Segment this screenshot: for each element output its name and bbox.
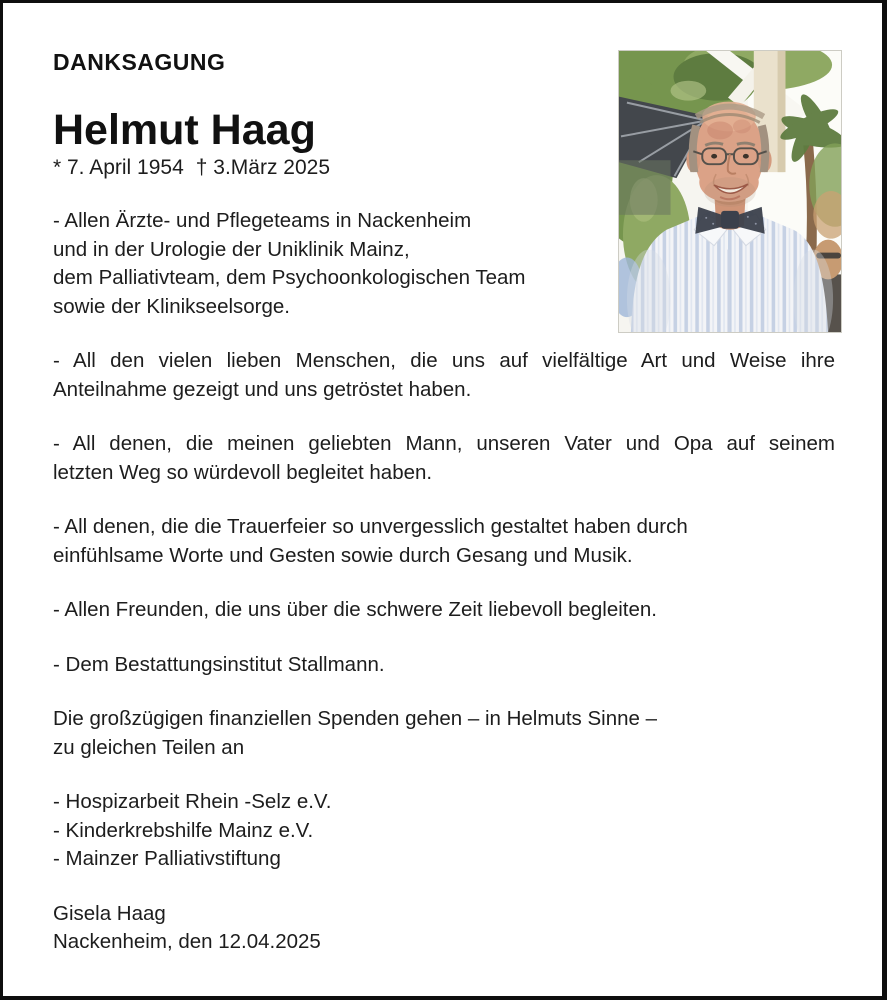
- text-line: - Allen Ärzte- und Pflegeteams in Nackenheim: [53, 209, 472, 232]
- donation-recipient: - Mainzer Palliativstiftung: [53, 847, 281, 870]
- notice-footer: [53, 900, 835, 956]
- text-line: Die großzügigen finanziellen Spenden gehen – in Helmuts Sinne –: [53, 707, 658, 730]
- donation-recipient: - Kinderkrebshilfe Mainz e.V.: [53, 818, 314, 842]
- text-line: und in der Urologie der Uniklinik Mainz,: [53, 237, 410, 261]
- thanks-paragraph-funeral-service: [53, 513, 835, 570]
- notice-text-column: [3, 3, 882, 956]
- donation-recipient: - Hospizarbeit Rhein -Selz e.V.: [53, 790, 332, 813]
- thanks-paragraph-medical: [53, 207, 835, 321]
- deceased-name: Helmut Haag: [53, 106, 316, 154]
- text-line: dem Palliativteam, dem Psychoonkologischen Team: [53, 266, 526, 289]
- notice-type-heading: DANKSAGUNG: [53, 49, 226, 75]
- place-and-date: Nackenheim, den 12.04.2025: [53, 929, 321, 953]
- text-line: einfühlsame Worte und Gesten sowie durch Gesang und Musik.: [53, 543, 633, 567]
- birth-date: * 7. April 1954: [53, 156, 184, 179]
- thanks-paragraph-undertaker: [53, 651, 835, 680]
- donations-intro: [53, 705, 835, 762]
- thanks-paragraph-condolences: [53, 347, 835, 404]
- thanks-paragraph-last-journey: [53, 430, 835, 487]
- thanks-paragraph-friends: [53, 596, 835, 625]
- text-line: - All denen, die die Trauerfeier so unvergesslich gestaltet haben durch: [53, 515, 688, 538]
- signature: Gisela Haag: [53, 901, 166, 925]
- text-line: zu gleichen Teilen an: [53, 735, 245, 759]
- text-line: - All den vielen lieben Menschen, die uns auf vielfältige Art und Weise ihre: [53, 349, 835, 372]
- text-line: letzten Weg so würdevoll begleitet haben.: [53, 460, 433, 484]
- text-line: Anteilnahme gezeigt und uns getröstet haben.: [53, 377, 472, 401]
- text-line: sowie der Klinikseelsorge.: [53, 294, 291, 318]
- life-dates: [53, 154, 835, 181]
- text-line: - Allen Freunden, die uns über die schwere Zeit liebevoll begleiten.: [53, 598, 657, 621]
- donation-recipients: [53, 788, 835, 874]
- death-date: † 3.März 2025: [195, 156, 331, 179]
- text-line: - All denen, die meinen geliebten Mann, unseren Vater und Opa auf seinem: [53, 432, 835, 455]
- text-line: - Dem Bestattungsinstitut Stallmann.: [53, 652, 385, 676]
